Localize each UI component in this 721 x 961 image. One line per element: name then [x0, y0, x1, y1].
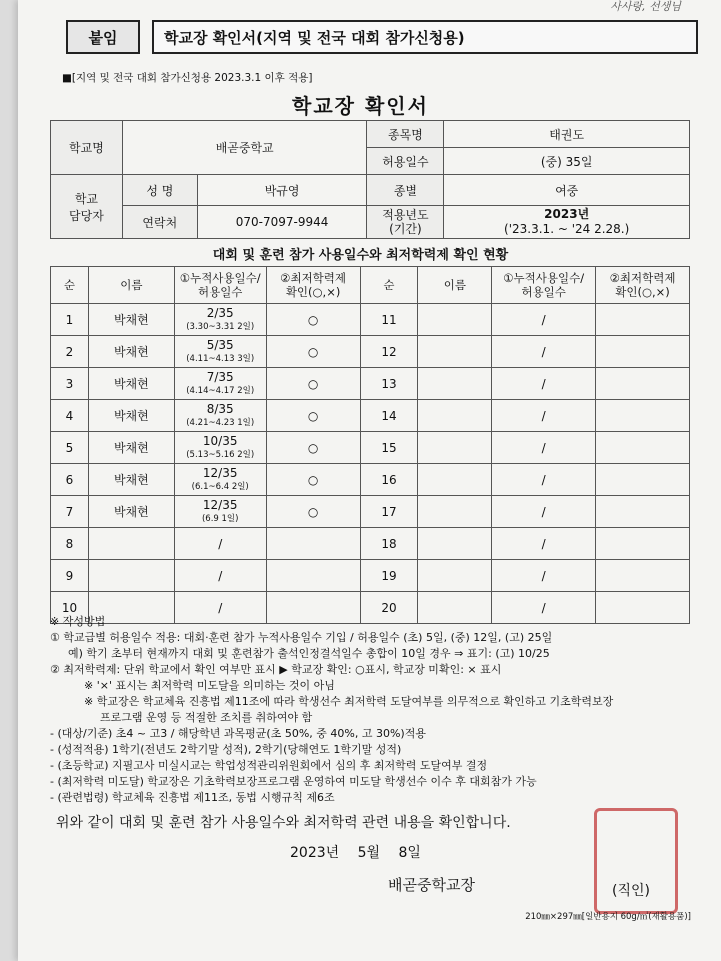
row-name-right	[418, 336, 492, 368]
row-min-academic-right	[596, 464, 690, 496]
row-min-academic: ○	[266, 304, 360, 336]
sport-label: 종목명	[367, 121, 444, 148]
row-min-academic-right	[596, 368, 690, 400]
row-name	[88, 560, 174, 592]
row-cumulative-right: /	[492, 304, 596, 336]
confirmation-text: 위와 같이 대회 및 훈련 참가 사용일수와 최저학력 관련 내용을 확인합니다.	[56, 815, 511, 831]
row-cumulative	[174, 496, 266, 528]
attachment-tag: 붙임	[66, 20, 140, 54]
year-label: 적용년도 (기간)	[367, 206, 444, 239]
instruction-line: ※ 학교장은 학교체육 진흥법 제11조에 따라 학생선수 최저학력 도달여부를 의무적으로 확인하고 기초학력보장	[84, 695, 614, 708]
row-cumulative	[174, 528, 266, 560]
name-label: 성 명	[122, 175, 197, 206]
instructions	[50, 614, 700, 806]
instruction-line: - (성적적용) 1학기(전년도 2학기말 성적), 2학기(당해연도 1학기말 성적)	[50, 743, 402, 756]
row-no: 8	[51, 528, 89, 560]
row-cumulative-right: /	[492, 368, 596, 400]
header-name-right: 이름	[418, 267, 492, 304]
cumulative-detail: (4.11~4.13 3일)	[186, 353, 255, 364]
table-row	[51, 368, 690, 400]
row-min-academic-right	[596, 400, 690, 432]
row-no: 1	[51, 304, 89, 336]
row-no: 2	[51, 336, 89, 368]
row-cumulative	[174, 368, 266, 400]
cumulative-detail: (4.14~4.17 2일)	[186, 385, 255, 396]
row-no-right: 19	[360, 560, 418, 592]
instruction-line: - (관련법령) 학교체육 진흥법 제11조, 동법 시행규칙 제6조	[50, 791, 335, 804]
row-no-right: 20	[360, 592, 418, 624]
name-value: 박규영	[197, 175, 367, 206]
row-cumulative	[174, 400, 266, 432]
row-cumulative-right: /	[492, 496, 596, 528]
principal-name: 배곧중학교장	[388, 876, 475, 894]
handwritten-note: 사사랑, 선생님	[610, 0, 681, 13]
row-min-academic: ○	[266, 336, 360, 368]
document-title: 학교장 확인서	[292, 94, 429, 118]
table-row	[51, 400, 690, 432]
row-min-academic-right	[596, 528, 690, 560]
instruction-line: 예) 학기 초부터 현재까지 대회 및 훈련참가 출석인정결석일수 총합이 10일 경우 ⇒ 표기: (고) 10/25	[68, 647, 550, 660]
instruction-line: 프로그램 운영 등 적절한 조치를 취하여야 함	[100, 711, 313, 724]
row-min-academic-right	[596, 560, 690, 592]
row-name-right	[418, 400, 492, 432]
document-header	[66, 20, 688, 52]
row-no: 6	[51, 464, 89, 496]
row-no-right: 13	[360, 368, 418, 400]
row-name: 박채현	[88, 368, 174, 400]
row-cumulative-right: /	[492, 592, 596, 624]
row-no-right: 16	[360, 464, 418, 496]
row-cumulative-right: /	[492, 432, 596, 464]
row-cumulative-right: /	[492, 400, 596, 432]
date-year: 2023년	[290, 845, 340, 861]
row-no-right: 11	[360, 304, 418, 336]
instruction-line: ② 최저학력제: 단위 학교에서 확인 여부만 표시 ▶ 학교장 확인: ○표시, 학교장 미확인: × 표시	[50, 663, 502, 676]
row-no: 4	[51, 400, 89, 432]
row-min-academic	[266, 560, 360, 592]
row-no: 10	[51, 592, 89, 624]
table-row	[51, 432, 690, 464]
cumulative-detail: (4.21~4.23 1일)	[186, 417, 255, 428]
row-name	[88, 528, 174, 560]
row-min-academic-right	[596, 432, 690, 464]
row-min-academic-right	[596, 496, 690, 528]
instruction-line: ※ '×' 표시는 최저학력 미도달을 의미하는 것이 아님	[84, 679, 335, 692]
gender-value: 여중	[444, 175, 690, 206]
instruction-line: - (최저학력 미도달) 학교장은 기초학력보장프로그램 운영하여 미도달 학생선수 이수 후 대회참가 가능	[50, 775, 537, 788]
header-min-academic: ②최저학력제 확인(○,×)	[266, 267, 360, 304]
table-row	[51, 304, 690, 336]
row-min-academic-right	[596, 304, 690, 336]
row-no: 7	[51, 496, 89, 528]
row-name-right	[418, 304, 492, 336]
seal-label: (직인)	[612, 883, 650, 899]
table-row	[51, 560, 690, 592]
cumulative-value: 12/35	[202, 465, 238, 480]
school-info-table	[50, 120, 690, 239]
table-row	[51, 336, 690, 368]
row-name-right	[418, 496, 492, 528]
cumulative-value: 5/35	[206, 337, 234, 352]
row-no-right: 18	[360, 528, 418, 560]
row-no-right: 15	[360, 432, 418, 464]
cumulative-detail: (6.9 1일)	[201, 513, 239, 524]
header-no-right: 순	[360, 267, 418, 304]
school-value: 배곧중학교	[122, 121, 367, 175]
row-cumulative-right: /	[492, 560, 596, 592]
row-min-academic: ○	[266, 432, 360, 464]
days-label: 허용일수	[367, 148, 444, 175]
row-min-academic	[266, 528, 360, 560]
row-no: 9	[51, 560, 89, 592]
row-name-right	[418, 464, 492, 496]
table-row	[51, 496, 690, 528]
table-header-row	[51, 267, 690, 304]
row-name: 박채현	[88, 496, 174, 528]
instruction-line: ① 학교급별 허용일수 적용: 대회·훈련 참가 누적사용일수 기입 / 허용일수 (초) 5일, (중) 12일, (고) 25일	[50, 631, 553, 644]
cumulative-value: /	[218, 600, 223, 615]
header-name: 이름	[88, 267, 174, 304]
cumulative-value: 8/35	[206, 401, 234, 416]
instruction-line: ※ 작성방법	[50, 615, 106, 628]
row-no-right: 17	[360, 496, 418, 528]
cumulative-detail: (5.13~5.16 2일)	[186, 449, 255, 460]
usage-table	[50, 266, 690, 624]
cumulative-value: 7/35	[206, 369, 234, 384]
row-no: 5	[51, 432, 89, 464]
row-name-right	[418, 560, 492, 592]
row-min-academic: ○	[266, 400, 360, 432]
cumulative-detail: (6.1~6.4 2일)	[191, 481, 249, 492]
header-title: 학교장 확인서(지역 및 전국 대회 참가신청용)	[152, 20, 698, 54]
cumulative-value: /	[218, 568, 223, 583]
row-cumulative	[174, 304, 266, 336]
row-name: 박채현	[88, 336, 174, 368]
row-cumulative	[174, 464, 266, 496]
row-name-right	[418, 432, 492, 464]
header-min-academic-right: ②최저학력제 확인(○,×)	[596, 267, 690, 304]
cumulative-detail: (3.30~3.31 2일)	[186, 321, 255, 332]
row-cumulative-right: /	[492, 528, 596, 560]
row-cumulative	[174, 432, 266, 464]
row-name-right	[418, 368, 492, 400]
contact-value: 070-7097-9944	[197, 206, 367, 239]
year-cell	[444, 206, 690, 239]
contact-label: 연락처	[122, 206, 197, 239]
manager-label: 학교 담당자	[51, 175, 123, 239]
sport-value: 태권도	[444, 121, 690, 148]
header-cumulative-right: ①누적사용일수/ 허용일수	[492, 267, 596, 304]
header-cumulative: ①누적사용일수/ 허용일수	[174, 267, 266, 304]
cumulative-value: 12/35	[202, 497, 238, 512]
table-row	[51, 528, 690, 560]
row-name: 박채현	[88, 432, 174, 464]
issue-date	[290, 842, 435, 862]
row-no-right: 12	[360, 336, 418, 368]
row-min-academic-right	[596, 336, 690, 368]
row-min-academic: ○	[266, 464, 360, 496]
row-cumulative-right: /	[492, 336, 596, 368]
row-cumulative	[174, 560, 266, 592]
date-day: 8일	[398, 845, 421, 861]
school-label: 학교명	[51, 121, 123, 175]
row-no: 3	[51, 368, 89, 400]
row-name: 박채현	[88, 304, 174, 336]
row-no-right: 14	[360, 400, 418, 432]
usage-table-title: 대회 및 훈련 참가 사용일수와 최저학력제 확인 현황	[212, 248, 509, 263]
header-no: 순	[51, 267, 89, 304]
applicability-note: ■[지역 및 전국 대회 참가신청용 2023.3.1 이후 적용]	[62, 72, 313, 84]
row-name: 박채현	[88, 400, 174, 432]
row-cumulative	[174, 336, 266, 368]
row-min-academic: ○	[266, 368, 360, 400]
cumulative-value: /	[218, 536, 223, 551]
days-value: (중) 35일	[444, 148, 690, 175]
row-name: 박채현	[88, 464, 174, 496]
instruction-line: - (대상/기준) 초4 ~ 고3 / 해당학년 과목평균(초 50%, 중 40%, 고 30%)적용	[50, 727, 426, 740]
gender-label: 종별	[367, 175, 444, 206]
row-name-right	[418, 528, 492, 560]
period-value: ('23.3.1. ~ '24 2.28.)	[504, 222, 630, 236]
instruction-line: - (초등학교) 지필고사 미실시교는 학업성적관리위원회에서 심의 후 최저학력 도달여부 결정	[50, 759, 488, 772]
date-month: 5월	[357, 845, 381, 861]
row-cumulative-right: /	[492, 464, 596, 496]
cumulative-value: 10/35	[202, 433, 238, 448]
row-min-academic: ○	[266, 496, 360, 528]
table-row	[51, 464, 690, 496]
year-value: 2023년	[544, 207, 590, 221]
paper-spec-footer: 210㎜×297㎜[일반용지 60g/㎡(재활용품)]	[525, 912, 691, 922]
cumulative-value: 2/35	[206, 305, 234, 320]
